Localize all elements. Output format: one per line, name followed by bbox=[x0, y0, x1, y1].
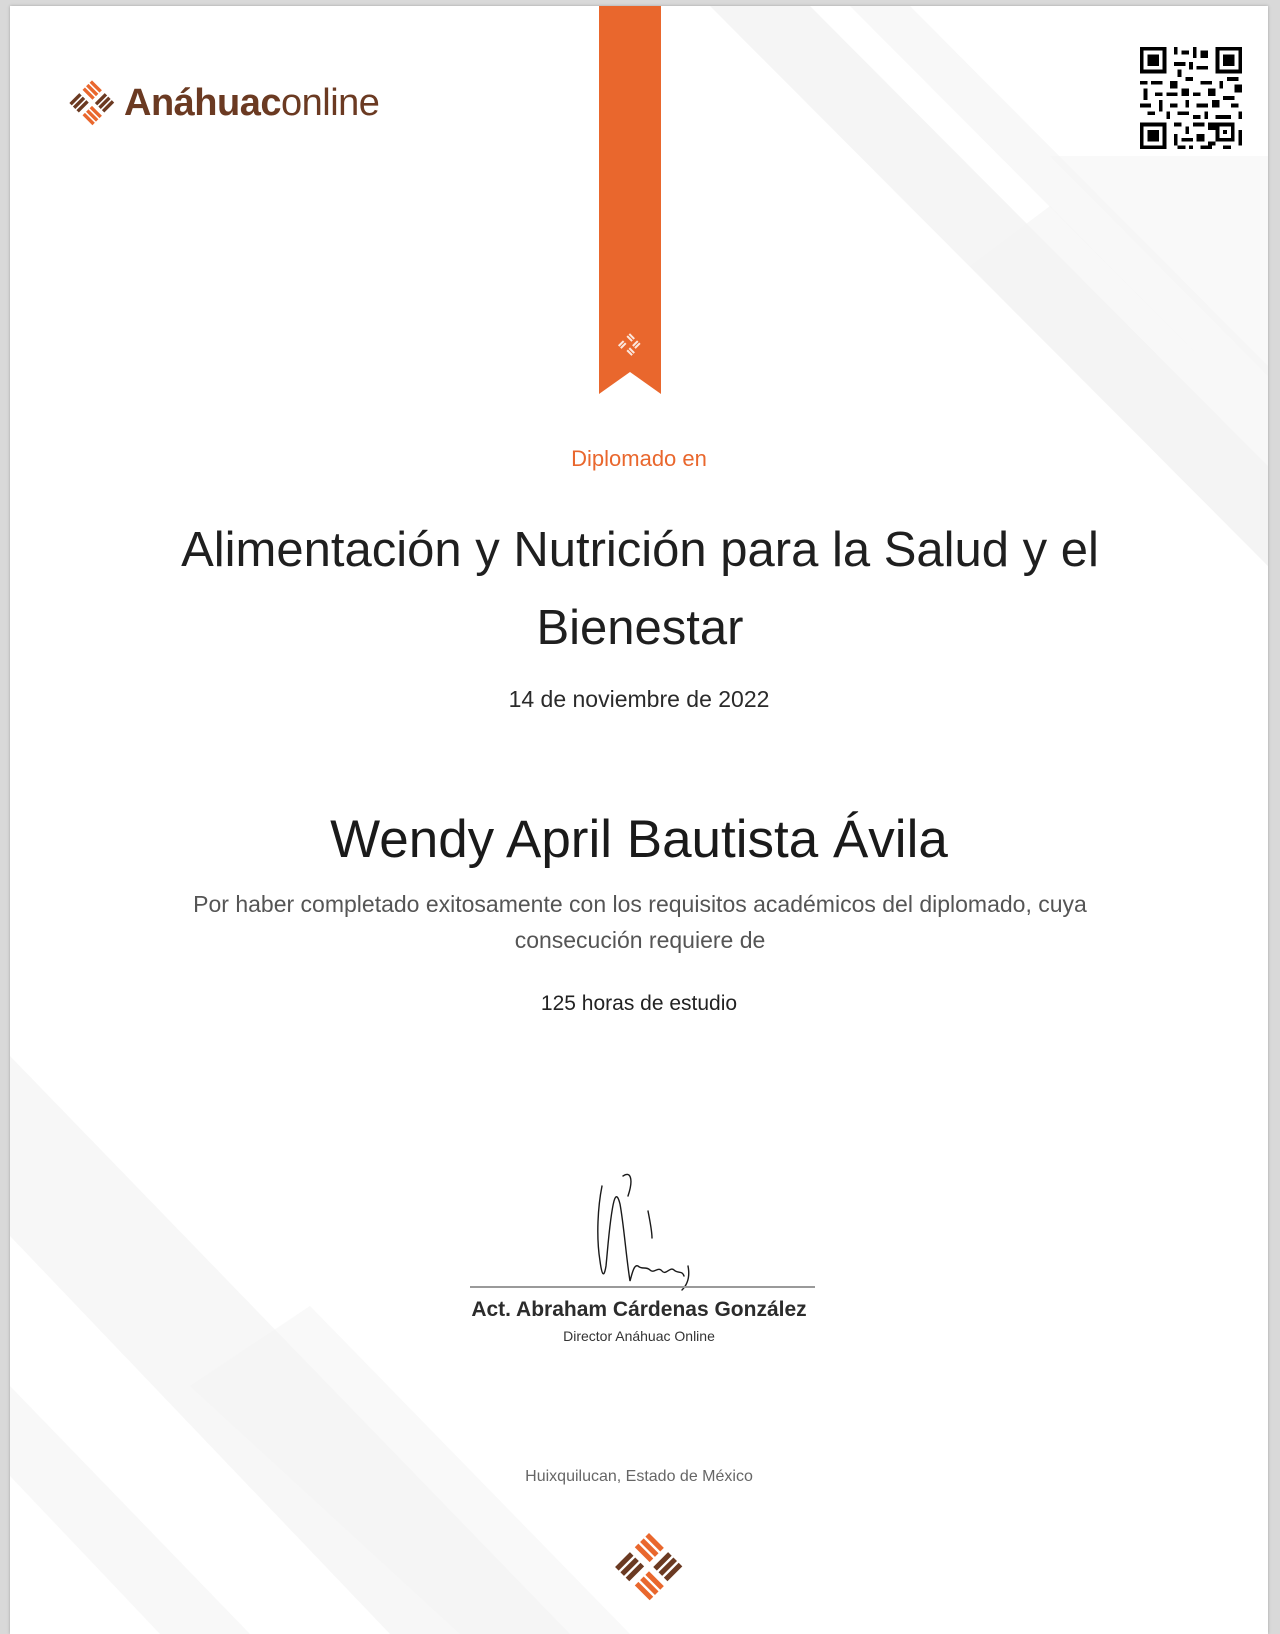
signature-line bbox=[470, 1286, 815, 1288]
brand-name bbox=[124, 82, 379, 125]
signer-role: Director Anáhuac Online bbox=[563, 1328, 715, 1344]
anahuac-logo-icon bbox=[613, 1531, 685, 1603]
issue-date: 14 de noviembre de 2022 bbox=[508, 686, 770, 712]
study-hours: 125 horas de estudio bbox=[540, 992, 738, 1015]
issue-place: Huixquilucan, Estado de México bbox=[525, 1468, 753, 1485]
brand-name-light: online bbox=[280, 81, 380, 124]
course-title: Alimentación y Nutrición para la Salud y el Bienestar bbox=[181, 523, 1099, 655]
brand-name-strong: Anáhuac bbox=[124, 81, 281, 124]
diploma-label: Diplomado en bbox=[571, 446, 707, 471]
anahuac-logo-icon bbox=[68, 79, 116, 127]
qr-code-icon[interactable] bbox=[1136, 43, 1246, 153]
ribbon-bookmark-icon bbox=[599, 6, 661, 406]
certificate-sheet bbox=[10, 6, 1268, 1634]
certificate-description: Por haber completado exitosamente con los requisitos académicos del diplomado, cuya consecución requiere de bbox=[193, 891, 1087, 953]
handwritten-signature-icon bbox=[590, 1166, 700, 1296]
brand-logo bbox=[68, 76, 379, 130]
signer-name: Act. Abraham Cárdenas González bbox=[471, 1298, 807, 1321]
recipient-name: Wendy April Bautista Ávila bbox=[330, 810, 948, 869]
